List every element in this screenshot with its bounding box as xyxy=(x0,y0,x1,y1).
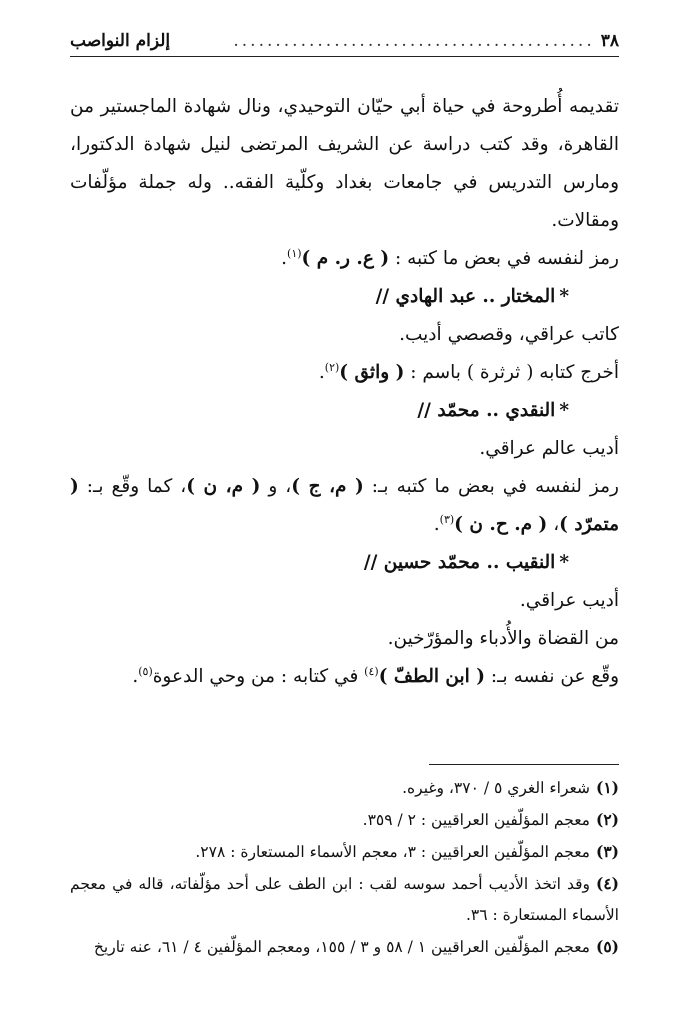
entry-heading-text: النقدي .. محمّد // xyxy=(417,400,556,421)
symbol-bold: ( ع. ر. م ) xyxy=(301,248,390,269)
entry3-line2: من القضاة والأُدباء والمؤرّخين. xyxy=(387,628,619,649)
footnote-4 xyxy=(70,868,619,931)
entry2-b: ( م، ج ) xyxy=(291,476,364,497)
entry-heading-naqdi xyxy=(70,392,619,430)
footnote-ref-5: (٥) xyxy=(138,664,153,678)
footnote-5 xyxy=(70,931,619,963)
footnote-ref-4: (٤) xyxy=(364,664,379,678)
entry2-f: ( متمرّد ) xyxy=(70,476,619,535)
footnote-number: (٣) xyxy=(595,842,619,861)
entry1-line2-text: أخرج كتابه ( ثرثرة ) باسم : xyxy=(404,362,619,383)
footnote-text: معجم المؤلّفين العراقيين : ٢ / ٣٥٩. xyxy=(362,811,590,829)
page-number: ٣٨ xyxy=(600,31,619,51)
footnote-ref-2: (٢) xyxy=(324,360,340,374)
footnote-text: معجم المؤلّفين العراقيين : ٣، معجم الأسماء المستعارة : ٢٧٨. xyxy=(195,843,590,861)
entry3-line3 xyxy=(70,658,619,696)
entry1-line2-bold: ( واثق ) xyxy=(339,362,405,383)
entry2-e: ، كما وقّع بـ: xyxy=(78,476,187,497)
page-header xyxy=(70,30,619,57)
footnote-ref-3: (٣) xyxy=(439,512,455,526)
entry3-line3-bold: ( ابن الطفّ ) xyxy=(378,666,485,687)
symbol-text: رمز لنفسه في بعض ما كتبه : xyxy=(389,248,619,269)
entry1-line2 xyxy=(70,354,619,392)
book-title: إلزام النواصب xyxy=(70,31,171,51)
entry-heading-text: النقيب .. محمّد حسين // xyxy=(363,552,556,573)
entry2-g: ، xyxy=(547,514,560,535)
footnote-text: معجم المؤلّفين العراقيين ١ / ٥٨ و ٣ / ١٥٥، ومعجم المؤلّفين ٤ / ٦١، عنه تاريخ xyxy=(93,938,590,956)
footnote-number: (٤) xyxy=(595,874,619,893)
symbol-end: . xyxy=(281,248,288,269)
entry-star: * xyxy=(559,552,569,573)
footnotes xyxy=(70,772,619,963)
entry1-line1: كاتب عراقي، وقصصي أديب. xyxy=(399,324,619,345)
entry-star: * xyxy=(559,400,569,421)
entry3-line1: أديب عراقي. xyxy=(519,590,619,611)
entry2-line2 xyxy=(70,468,619,544)
footnote-number: (٥) xyxy=(595,937,619,956)
entry3-line3-end: . xyxy=(132,666,139,687)
entry2-c: ، و xyxy=(260,476,292,497)
entry3-line3-mid: في كتابه : من وحي الدعوة xyxy=(152,666,365,687)
footnote-ref-1: (١) xyxy=(287,246,302,260)
entry2-a: رمز لنفسه في بعض ما كتبه بـ: xyxy=(363,476,619,497)
page-body xyxy=(70,88,619,696)
footnote-3 xyxy=(70,836,619,868)
footnote-2 xyxy=(70,804,619,836)
entry2-end: . xyxy=(433,514,440,535)
entry1-line2-end: . xyxy=(318,362,325,383)
footnote-number: (١) xyxy=(595,778,619,797)
footnote-text: وقد اتخذ الأديب أحمد سوسه لقب : ابن الطف على أحد مؤلّفاته، قاله في معجم الأسماء المستعارة : ٣٦. xyxy=(70,875,619,924)
paragraph-symbol xyxy=(70,240,619,278)
entry-heading-mukhtar xyxy=(70,278,619,316)
entry-heading-text: المختار .. عبد الهادي // xyxy=(375,286,556,307)
footnote-1 xyxy=(70,772,619,804)
paragraph-intro: تقديمه أُطروحة في حياة أبي حيّان التوحيدي، ونال شهادة الماجستير من القاهرة، وقد كتب دراسة عن الشريف المرتضى لنيل شهادة الدكتورا، ومارس التدريس في جامعات بغداد وكلّية الفقه.. وله جملة مؤلّفات ومقالات. xyxy=(70,96,619,231)
footnote-number: (٢) xyxy=(595,810,619,829)
entry2-h: ( م. ح. ن ) xyxy=(454,514,548,535)
footnote-separator xyxy=(429,764,619,765)
entry2-line1: أديب عالم عراقي. xyxy=(479,438,619,459)
entry-star: * xyxy=(559,286,569,307)
header-dots: ........................................... xyxy=(233,31,595,51)
entry2-d: ( م، ن ) xyxy=(186,476,261,497)
entry-heading-naqib xyxy=(70,544,619,582)
entry3-line3-text: وقّع عن نفسه بـ: xyxy=(485,666,619,687)
footnote-text: شعراء الغري ٥ / ٣٧٠، وغيره. xyxy=(402,779,590,797)
